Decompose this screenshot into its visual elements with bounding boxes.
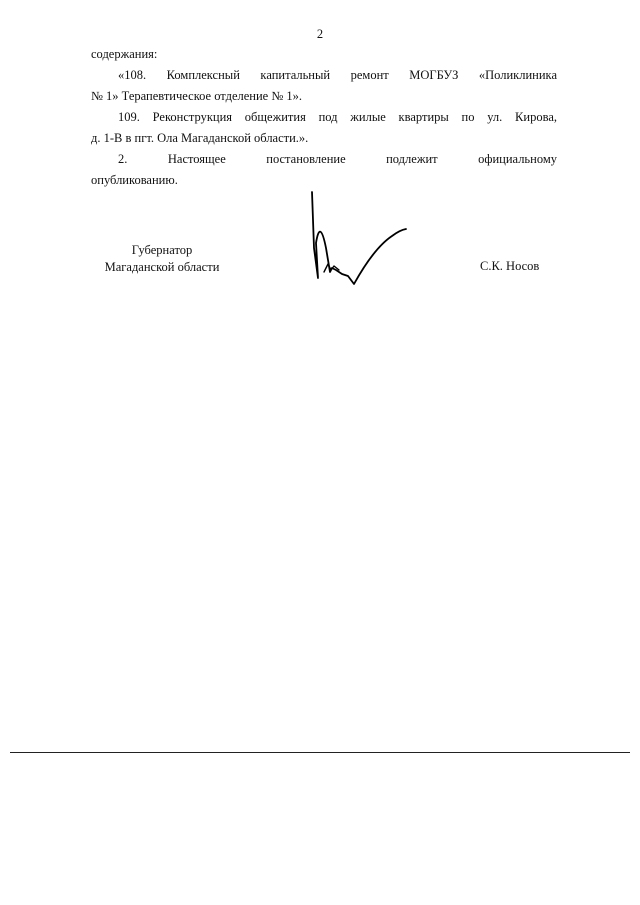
clause-2-line1: 2. Настоящее постановление подлежит официальному [118,152,557,166]
signatory-title [92,242,232,276]
page-number: 2 [316,27,324,41]
handwritten-signature [300,188,415,288]
body-line-continuation: содержания: [91,47,158,61]
document-body [91,44,557,191]
signature-stroke [312,192,406,284]
signatory-title-line2: Магаданской области [104,260,220,274]
item-108-line2: № 1» Терапевтическое отделение № 1». [91,89,303,103]
signatory-name: С.К. Носов [480,259,540,273]
bottom-divider [10,752,630,753]
signatory-title-line1: Губернатор [131,243,193,257]
item-109-line1: 109. Реконструкция общежития под жилые квартиры по ул. Кирова, [118,110,557,124]
item-109-line2: д. 1-В в пгт. Ола Магаданской области.». [91,131,309,145]
clause-2-line2: опубликованию. [91,173,178,187]
item-108-line1: «108. Комплексный капитальный ремонт МОГБУЗ «Поликлиника [118,68,557,82]
